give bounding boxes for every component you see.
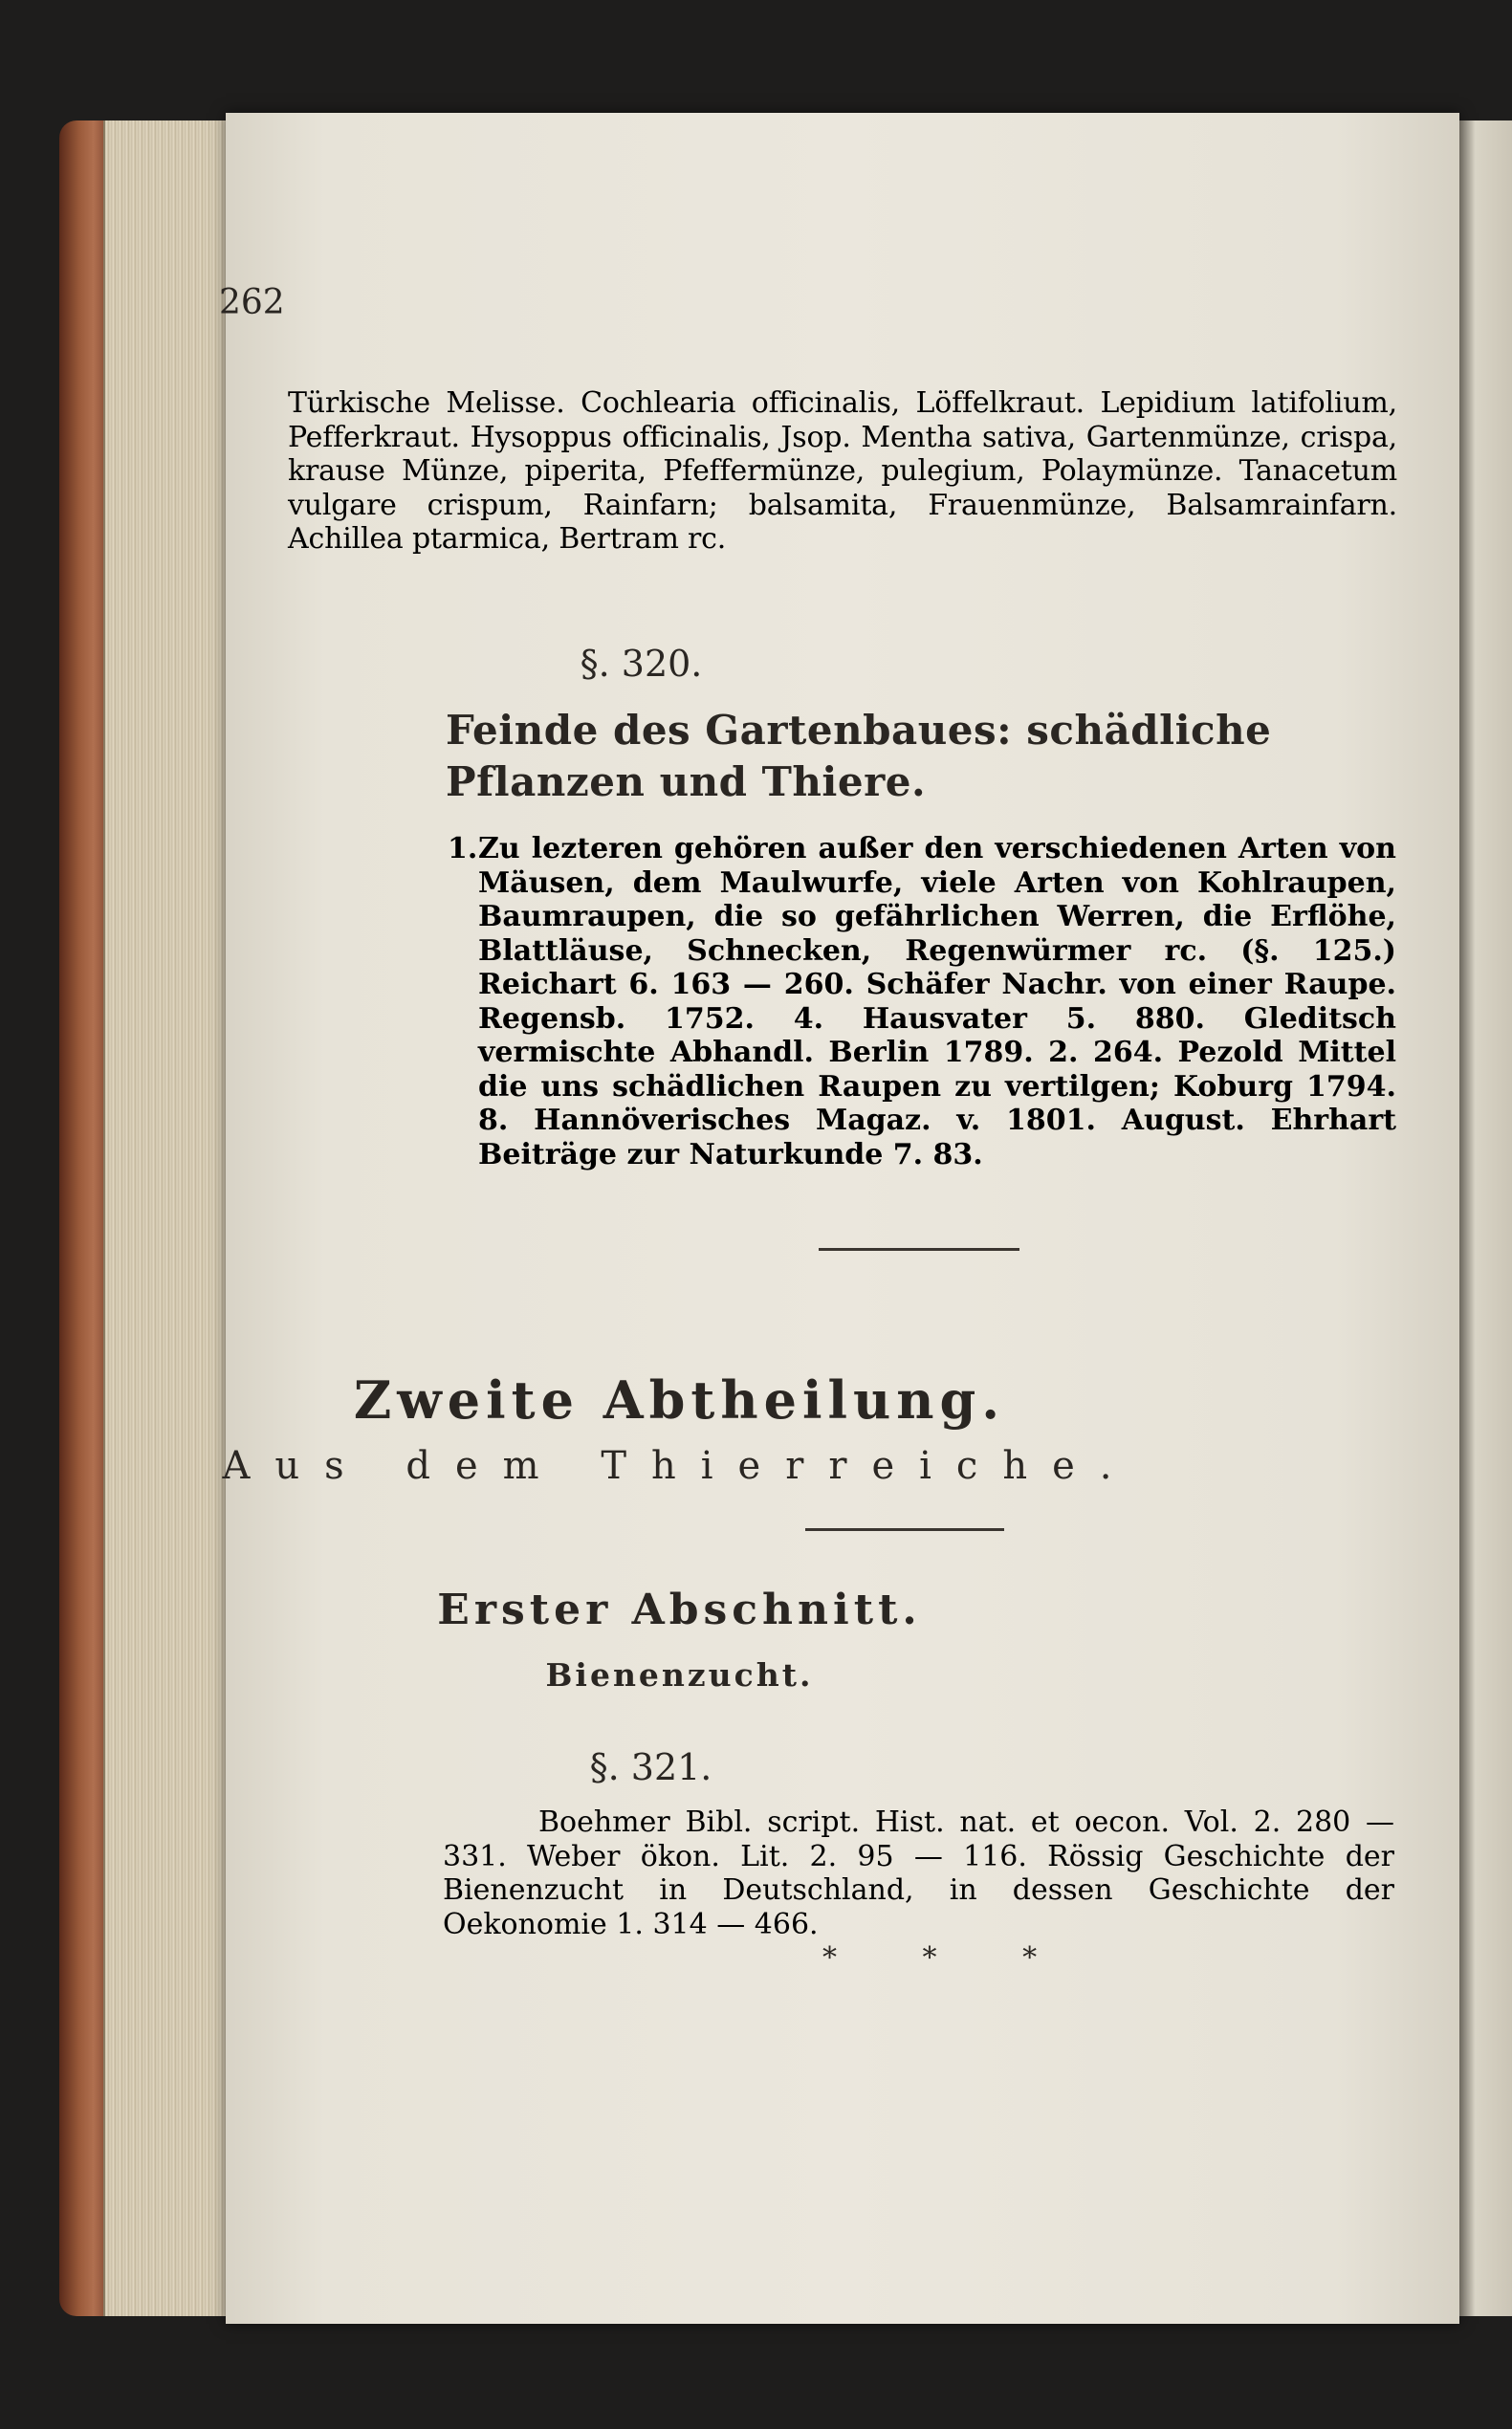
asterism: * * * [822, 1941, 1076, 1975]
intro-paragraph-block [288, 386, 1397, 557]
facing-page-edge [1459, 120, 1512, 2316]
list-marker: 1. [448, 832, 478, 865]
bibliography-text: Boehmer Bibl. script. Hist. nat. et oecon. Vol. 2. 280 — 331. Weber ökon. Lit. 2. 95 — 116. Rössig Geschichte der Bienenzucht in Deutschland, in dessen Geschichte der Oekonomie 1. 314 — 466. [443, 1805, 1394, 1941]
enemies-list-text: Zu lezteren gehören außer den verschiedenen Arten von Mäusen, dem Maulwurfe, viele Arten von Kohlraupen, Baumraupen, die so gefährlichen Werren, die Erflöhe, Blattläuse, Schnecken, Regenwürmer rc. (§. 125.) Reichart 6. 163 — 260. Schäfer Nachr. von einer Raupe. Regensb. 1752. 4. Hausvater 5. 880. Gleditsch vermischte Abhandl. Berlin 1789. 2. 264. Pezold Mittel die uns schädlichen Raupen zu vertilgen; Koburg 1794. 8. Hannöverisches Magaz. v. 1801. August. Ehrhart Beiträge zur Naturkunde 7. 83. [478, 832, 1396, 1171]
section-number-321: §. 321. [589, 1746, 712, 1788]
page-edges [103, 120, 230, 2316]
intro-paragraph: Türkische Melisse. Cochlearia officinalis, Löffelkraut. Lepidium latifolium, Pefferkraut. Hysoppus officinalis, Jsop. Mentha sativa, Gartenmünze, crispa, krause Münze, piperita, Pfeffermünze, pulegium, Polaymünze. Tanacetum vulgare crispum, Rainfarn; balsamita, Frauenmünze, Balsamrainfarn. Achillea ptarmica, Bertram rc. [288, 386, 1397, 556]
division-divider-rule [805, 1528, 1004, 1531]
bibliography-block [443, 1805, 1394, 1941]
section-divider-rule [819, 1248, 1019, 1251]
page-number: 262 [219, 283, 285, 322]
section-number-320: §. 320. [580, 643, 703, 685]
division-subtitle: Aus dem Thierreiche. [222, 1444, 1137, 1488]
enemies-list-block [448, 832, 1396, 1171]
division-title: Zweite Abtheilung. [353, 1369, 1006, 1431]
section-heading-320: Feinde des Gartenbaues: schädliche Pflanzen und Thiere. [446, 707, 1272, 805]
chapter-subtitle: Bienenzucht. [545, 1656, 814, 1694]
chapter-title: Erster Abschnitt. [437, 1586, 922, 1634]
